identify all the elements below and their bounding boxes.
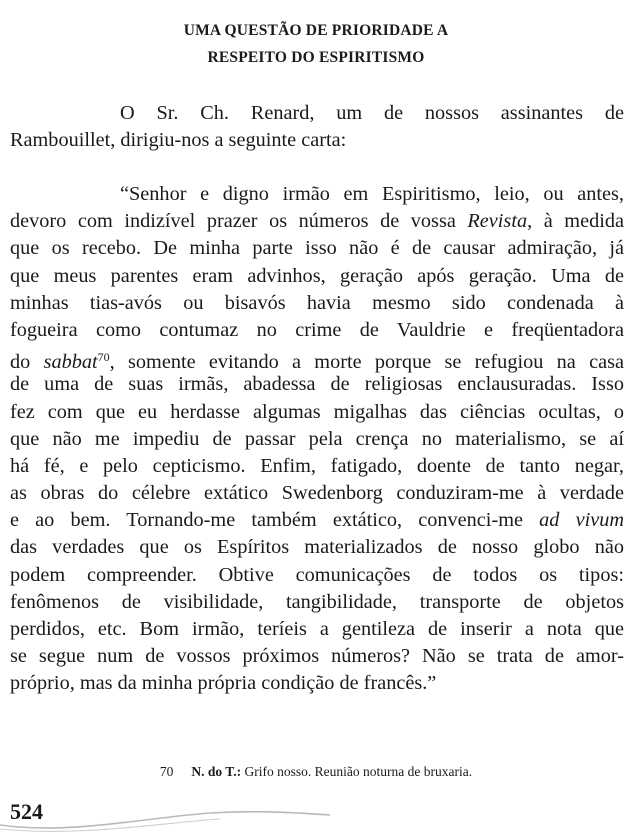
text-segment: fenômenos de visibilidade, tangibilidade, transporte de objetos: [10, 590, 624, 613]
text-segment: as obras do célebre extático Swedenborg conduziram-me à verdade: [10, 482, 624, 505]
text-line: [10, 208, 624, 235]
text-line: [10, 507, 624, 534]
text-segment: que os recebo. De minha parte isso não é de causar admiração, já: [10, 237, 624, 260]
text-segment: há fé, e pelo cepticismo. Enfim, fatigado, doente de tanto negar,: [10, 454, 624, 477]
text-line: [10, 589, 624, 616]
text-line: [10, 616, 624, 643]
text-line: [10, 100, 624, 127]
text-segment: “Senhor e digno irmão em Espiritismo, leio, ou antes,: [120, 183, 624, 205]
chapter-title-line-2: RESPEITO DO ESPIRITISMO: [207, 49, 425, 66]
page-number: 524: [10, 799, 43, 824]
text-line: [10, 235, 624, 262]
italic-text: ad vivum: [539, 509, 625, 532]
footnote-reference: 70: [97, 350, 110, 365]
text-segment: fez com que eu herdasse algumas migalhas das ciências ocultas, o: [10, 400, 624, 423]
text-segment: , somente evitando a morte porque se refugiou na casa: [109, 351, 624, 374]
text-line: [10, 453, 624, 480]
text-segment: O Sr. Ch. Renard, um de nossos assinantes de: [120, 102, 624, 124]
text-segment: que não me impediu de passar pela crença no materialismo, se aí: [10, 427, 624, 450]
text-line: [10, 480, 624, 507]
text-segment: podem compreender. Obtive comunicações de todos os tipos:: [10, 563, 624, 586]
italic-text: Revista: [467, 210, 528, 233]
text-segment: minhas tias-avós ou bisavós havia mesmo sido condenada à: [10, 291, 624, 314]
letter-paragraph: [10, 181, 624, 698]
footnote-number: 70: [159, 764, 174, 779]
text-line: [10, 317, 624, 344]
text-line: [10, 399, 624, 426]
chapter-title: [0, 17, 632, 71]
footnote: [0, 764, 632, 780]
text-segment: que meus parentes eram advinhos, geração após geração. Uma de: [10, 264, 624, 287]
text-segment: e ao bem. Tornando-me também extático, convenci-me: [10, 509, 540, 532]
text-line: [10, 127, 624, 154]
text-segment: perdidos, etc. Bom irmão, teríeis a gentileza de inserir a nota que: [10, 618, 624, 640]
text-segment: de uma de suas irmãs, abadessa de religiosas enclausuradas. Isso: [10, 373, 624, 396]
text-line: [10, 181, 624, 208]
text-segment: devoro com indizível prazer os números de vossa: [10, 210, 468, 233]
footnote-text: Grifo nosso. Reunião noturna de bruxaria.: [244, 764, 473, 779]
chapter-title-line-1: UMA QUESTÃO DE PRIORIDADE A: [183, 22, 449, 39]
text-line: [10, 290, 624, 317]
text-line: [10, 426, 624, 453]
text-line: [10, 670, 624, 697]
text-segment: , à medida: [527, 210, 624, 233]
text-line: [10, 263, 624, 290]
text-segment: das verdades que os Espíritos materializados de nosso globo não: [10, 536, 624, 559]
italic-text: sabbat: [43, 351, 98, 374]
text-segment: se segue num de vossos próximos números? Não se trata de amor-: [10, 645, 624, 668]
text-line: [10, 371, 624, 398]
page-edge-decoration: [0, 805, 632, 833]
text-line: [10, 643, 624, 670]
text-line: [10, 562, 624, 589]
text-segment: próprio, mas da minha própria condição de francês.”: [10, 672, 437, 695]
text-segment: fogueira como contumaz no crime de Vauldrie e freqüentadora: [10, 318, 624, 341]
footnote-heading: N. do T.:: [191, 764, 242, 779]
text-segment: Rambouillet, dirigiu-nos a seguinte carta:: [10, 129, 347, 152]
text-segment: do: [10, 351, 44, 374]
text-line: [10, 344, 624, 374]
text-line: [10, 534, 624, 561]
intro-paragraph: [10, 100, 624, 154]
